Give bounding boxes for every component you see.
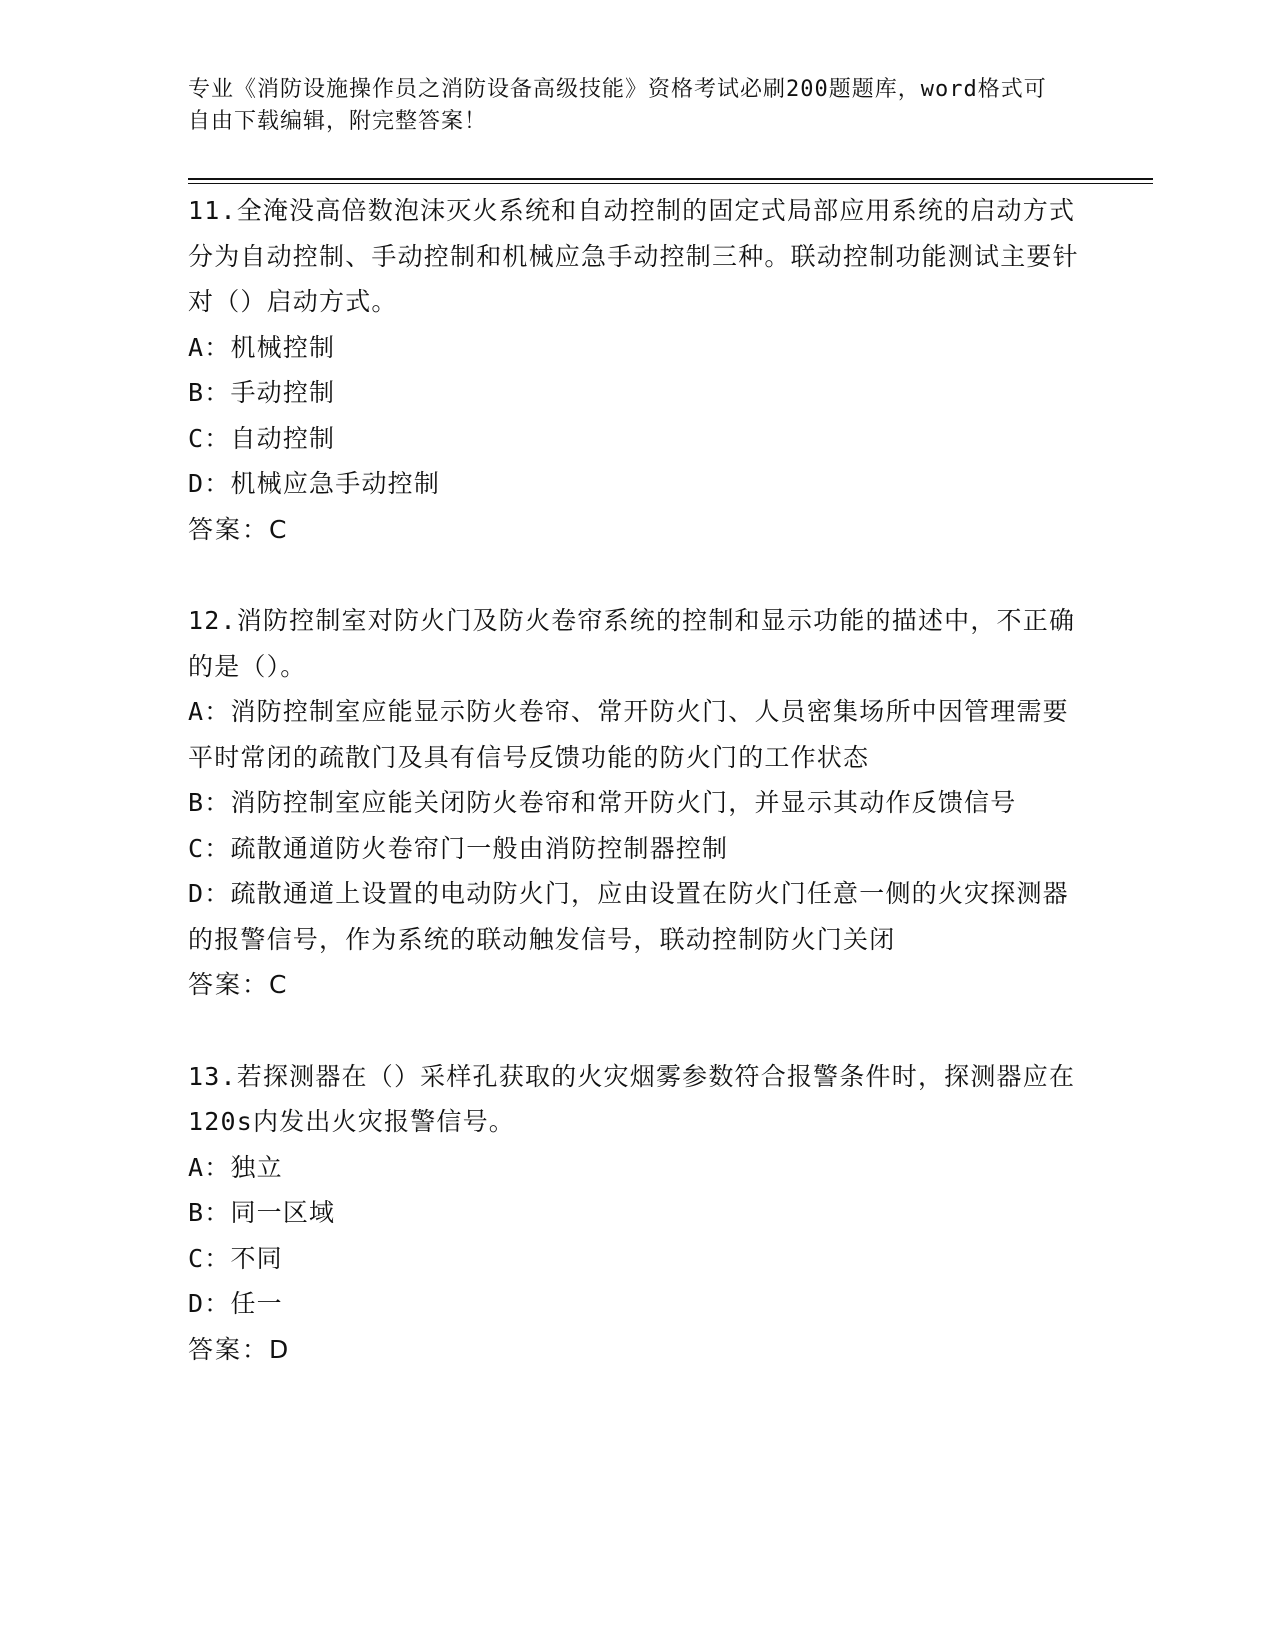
question-stem: 13.若探测器在（）采样孔获取的火灾烟雾参数符合报警条件时，探测器应在120s内发出火灾报警信号。 [188,1061,1076,1136]
question-11 [188,188,1088,552]
option-b: B：手动控制 [188,378,336,407]
option-a: A：机械控制 [188,332,336,362]
option-a: A：独立 [188,1152,283,1182]
option-c: C：不同 [188,1243,283,1273]
answer-line: 答案：C [188,514,289,544]
header-divider-thin [188,183,1153,184]
question-12 [188,598,1088,1008]
answer-line: 答案：C [188,970,289,999]
option-a: A：消防控制室应能显示防火卷帘、常开防火门、人员密集场所中因管理需要平时常闭的疏散门及具有信号反馈功能的防火门的工作状态 [188,697,1069,772]
answer-line: 答案：D [188,1334,291,1364]
question-stem: 11.全淹没高倍数泡沫灭火系统和自动控制的固定式局部应用系统的启动方式分为自动控制、手动控制和机械应急手动控制三种。联动控制功能测试主要针对（）启动方式。 [188,196,1079,316]
option-c: C：疏散通道防火卷帘门一般由消防控制器控制 [188,833,729,863]
option-c: C：自动控制 [188,423,336,453]
question-13 [188,1054,1088,1373]
option-d: D：机械应急手动控制 [188,469,441,498]
option-d: D：疏散通道上设置的电动防火门，应由设置在防火门任意一侧的火灾探测器的报警信号，作为系统的联动触发信号，联动控制防火门关闭 [188,879,1069,954]
document-header: 专业《消防设施操作员之消防设备高级技能》资格考试必刷200题题库，word格式可自由下载编辑，附完整答案！ [188,77,1047,134]
option-d: D：任一 [188,1289,283,1318]
header-divider-thick [188,178,1153,180]
option-b: B：同一区域 [188,1198,336,1227]
question-stem: 12.消防控制室对防火门及防火卷帘系统的控制和显示功能的描述中，不正确的是（）。 [188,606,1076,681]
question-list [188,188,1088,1418]
option-b: B：消防控制室应能关闭防火卷帘和常开防火门，并显示其动作反馈信号 [188,788,1017,817]
